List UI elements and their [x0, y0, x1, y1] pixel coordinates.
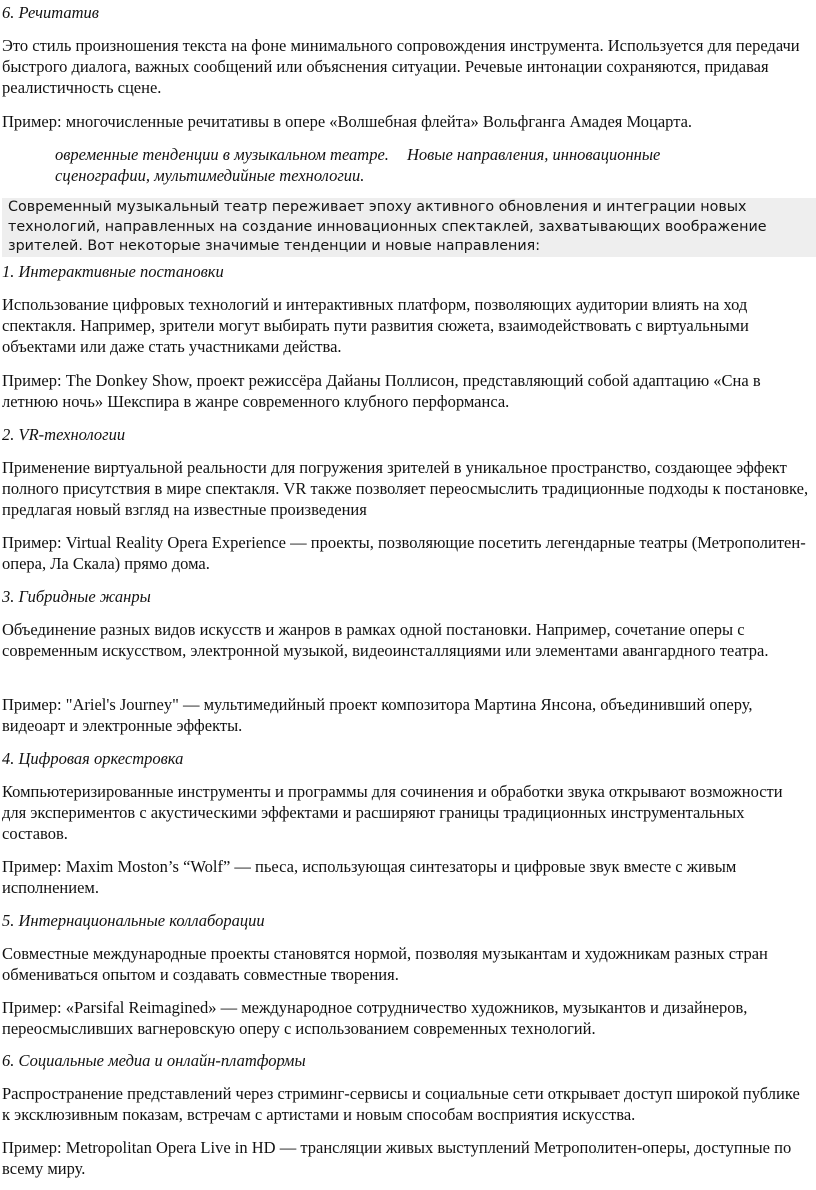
recitative-heading: 6. Речитатив — [2, 3, 99, 22]
section-note — [55, 144, 755, 186]
section-5-example: Пример: «Parsifal Reimagined» — международное сотрудничество художников, музыкантов и дизайнеров, переосмысливших вагнеровскую оперу с использованием современных технологий. — [2, 998, 748, 1038]
section-note-part1: овременные тенденции в музыкальном театре. — [55, 145, 389, 164]
intro-highlight-paragraph: Современный музыкальный театр переживает эпоху активного обновления и интеграции новых технологий, направленных на создание инновационных спектаклей, захватывающих воображение зрителей. Вот некоторые значимые тенденции и новые направления: — [2, 198, 816, 257]
section-6-example: Пример: Metropolitan Opera Live in HD — трансляции живых выступлений Метрополитен-оперы, доступные по всему миру. — [2, 1138, 792, 1178]
section-4-example: Пример: Maxim Moston’s “Wolf” — пьеса, использующая синтезаторы и цифровые звук вместе с живым исполнением. — [2, 857, 737, 897]
section-6-paragraph: Распространение представлений через стриминг-сервисы и социальные сети открывает доступ широкой публике к эксклюзивным показам, встречам с артистами и новым способам восприятия искусства. — [2, 1084, 800, 1124]
section-4-heading: 4. Цифровая оркестровка — [2, 749, 184, 768]
section-2-example: Пример: Virtual Reality Opera Experience — проекты, позволяющие посетить легендарные театры (Метрополитен-опера, Ла Скала) прямо дома. — [2, 533, 806, 573]
section-1-heading: 1. Интерактивные постановки — [2, 262, 224, 281]
section-1-paragraph: Использование цифровых технологий и интерактивных платформ, позволяющих аудитории влиять на ход спектакля. Например, зрители могут выбирать пути развития сюжета, взаимодействовать с виртуальными объектами или даже стать участниками действа. — [2, 295, 749, 356]
section-6-heading: 6. Социальные медиа и онлайн-платформы — [2, 1051, 306, 1070]
recitative-paragraph: Это стиль произношения текста на фоне минимального сопровождения инструмента. Используется для передачи быстрого диалога, важных сообщений или объяснения ситуации. Речевые интонации сохраняются, придавая реалистичность сцене. — [2, 36, 800, 97]
section-4-paragraph: Компьютеризированные инструменты и программы для сочинения и обработки звука открывают возможности для экспериментов с акустическими эффектами и расширяют границы традиционных инструментальных составов. — [2, 782, 783, 843]
section-3-example: Пример: "Ariel's Journey" — мультимедийный проект композитора Мартина Янсона, объединивший оперу, видеоарт и электронные эффекты. — [2, 695, 753, 735]
section-3-paragraph: Объединение разных видов искусств и жанров в рамках одной постановки. Например, сочетание оперы с современным искусством, электронной музыкой, видеоинсталляциями или элементами авангардного театра. — [2, 620, 769, 660]
section-1-example: Пример: The Donkey Show, проект режиссёра Дайаны Поллисон, представляющий собой адаптацию «Сна в летнюю ночь» Шекспира в жанре современного клубного перформанса. — [2, 371, 761, 411]
section-3-heading: 3. Гибридные жанры — [2, 587, 151, 606]
section-5-heading: 5. Интернациональные коллаборации — [2, 911, 265, 930]
section-note-part2: Новые направления, инновационные сценографии, мультимедийные технологии. — [55, 145, 661, 185]
section-2-paragraph: Применение виртуальной реальности для погружения зрителей в уникальное пространство, создающее эффект полного присутствия в мире спектакля. VR также позволяет переосмыслить традиционные подходы к постановке, предлагая новый взгляд на известные произведения — [2, 458, 809, 519]
section-2-heading: 2. VR-технологии — [2, 425, 126, 444]
section-5-paragraph: Совместные международные проекты становятся нормой, позволяя музыкантам и художникам разных стран обмениваться опытом и создавать совместные творения. — [2, 944, 768, 984]
recitative-example: Пример: многочисленные речитативы в опере «Волшебная флейта» Вольфганга Амадея Моцарта. — [2, 112, 693, 131]
